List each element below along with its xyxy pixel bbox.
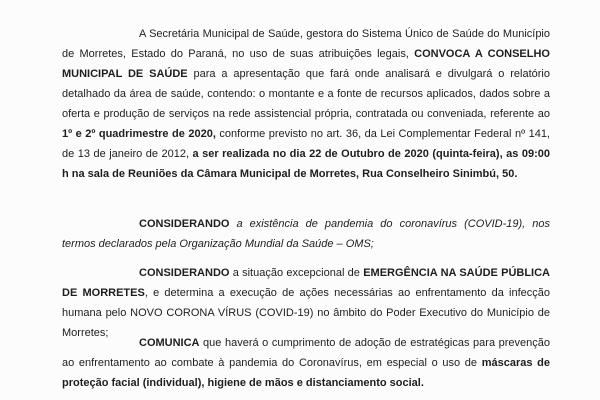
considering-pandemic-paragraph [62,214,550,254]
convocation-meeting-details: a ser realizada no dia 22 de Outubro de 2020 (quinta-feira), as 09:00 h na sala de Reuniões da Câmara Municipal de Morretes, Rua Conselheiro Sinimbú, 50. [62,148,551,180]
considering-emergency-measures: , e determina a execução de ações necessárias ao enfrentamento da infecção humana pelo NOVO CORONA VÍRUS (COVID-19) no âmbito do Poder Executivo do Município de Morretes; [62,287,550,339]
considering-emergency-text: a situação excepcional de [229,267,364,279]
communicates-paragraph [62,333,550,393]
convocation-addressee: CONVOCA A CONSELHO MUNICIPAL DE SAÚDE [62,48,550,80]
considering-emergency-paragraph [62,263,550,343]
emergency-declaration: EMERGÊNCIA NA SAÚDE PÚBLICA DE MORRETES [62,267,550,299]
prevention-measures: máscaras de proteção facial (individual), higiene de mãos e distanciamento social. [62,357,550,389]
considering-label: CONSIDERANDO [139,267,230,279]
communicates-text: que haverá o cumprimento de adoção de estratégicas para prevenção ao enfrentamento ao combate à pandemia do Coronavírus, em especial o uso de [62,337,550,369]
considering-label: CONSIDERANDO [139,218,230,230]
convocation-legal-basis: conforme previsto no art. 36, da Lei Complementar Federal nº 141, de 13 de janeiro de 2012, [62,128,550,160]
convocation-text: A Secretária Municipal de Saúde, gestora do Sistema Único de Saúde do Município de Morretes, Estado do Paraná, no uso de suas atribuições legais, [62,28,550,60]
considering-pandemic-text: a existência de pandemia do coronavírus (COVID-19), nos termos declarados pela Organização Mundial da Saúde – OMS; [62,218,550,250]
convocation-paragraph [62,24,550,184]
page-crop-edge [0,393,600,400]
convocation-purpose: para a apresentação que fará onde analisará e divulgará o relatório detalhado da área de saúde, contendo: o montante e a fonte de recursos aplicados, dados sobre a oferta e produção de serviços na rede assistencial própria, contratada ou conveniada, referente ao [62,68,550,120]
communicates-label: COMUNICA [139,337,200,349]
convocation-period: 1º e 2º quadrimestre de 2020, [62,128,216,140]
